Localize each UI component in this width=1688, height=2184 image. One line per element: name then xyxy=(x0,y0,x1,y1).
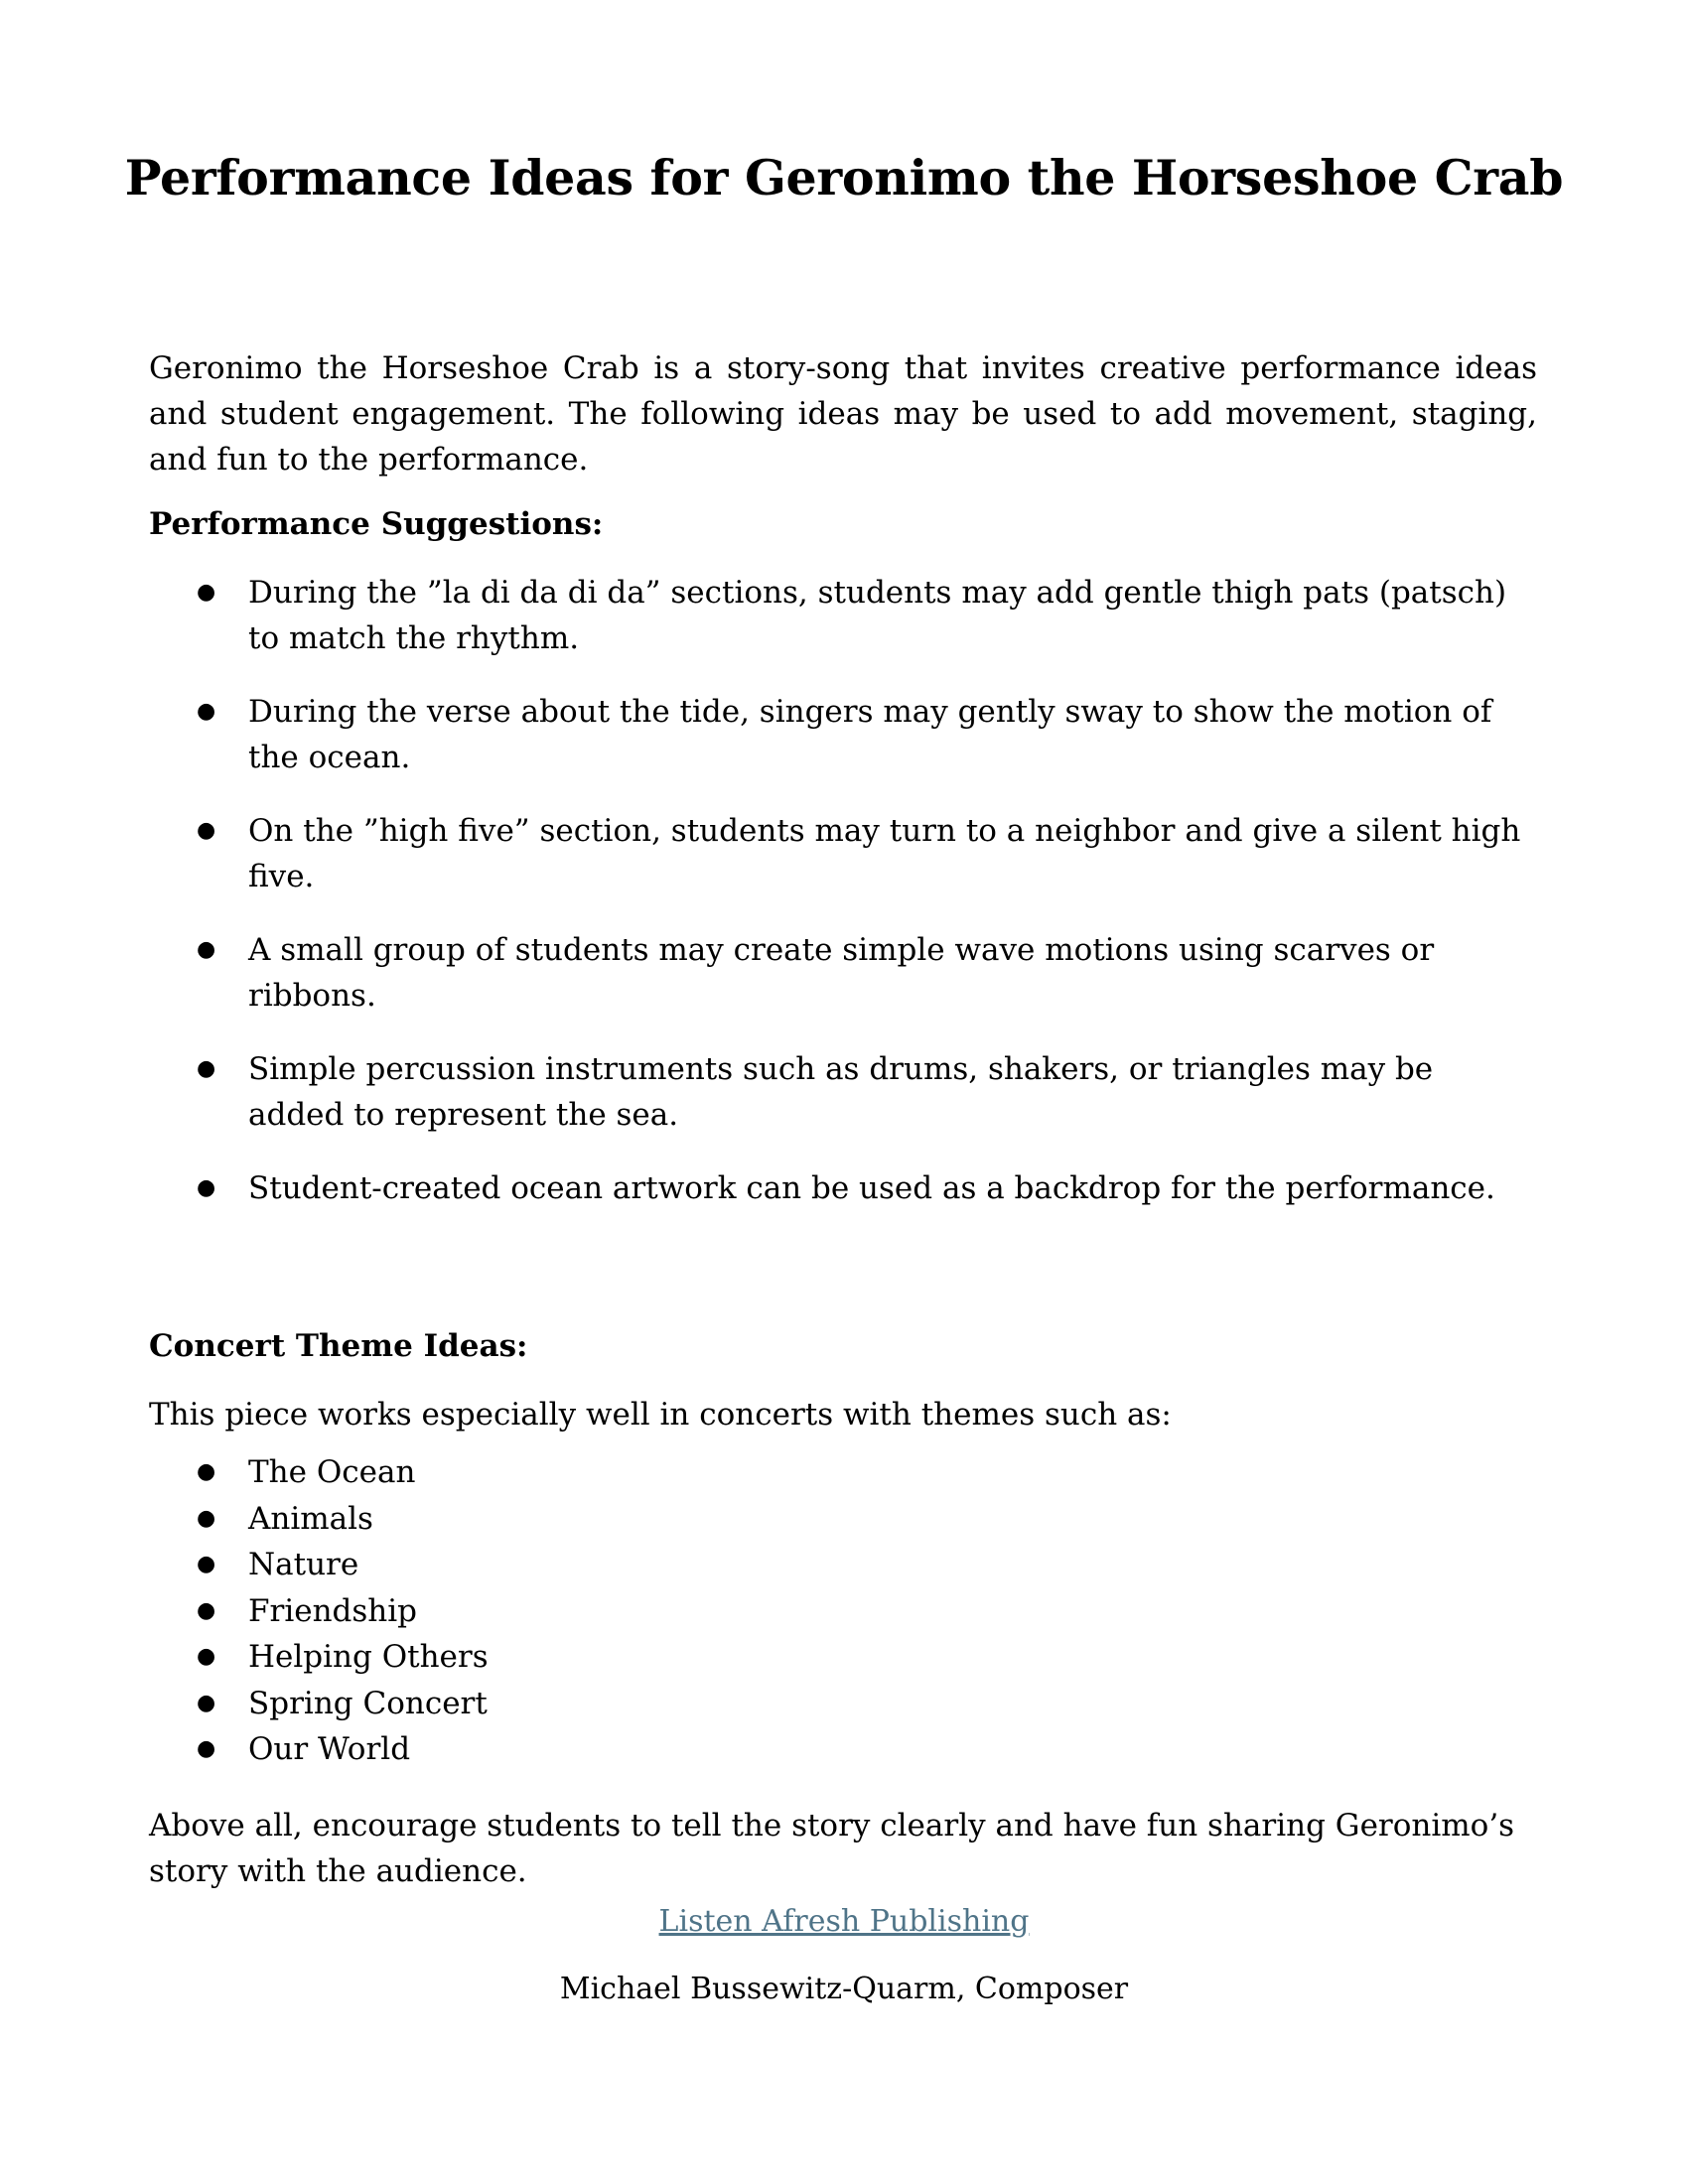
list-item: ● A small group of students may create simple wave motions using scarves or ribbons. xyxy=(149,927,1537,1019)
bullet-icon: ● xyxy=(197,1552,216,1576)
list-item: ● Spring Concert xyxy=(149,1681,1537,1727)
performance-suggestions-heading: Performance Suggestions: xyxy=(149,506,604,542)
list-item: ● On the ”high five” section, students may turn to a neighbor and give a silent high five. xyxy=(149,808,1537,899)
bullet-icon: ● xyxy=(197,1597,216,1623)
bullet-icon: ● xyxy=(197,1175,216,1200)
bullet-icon: ● xyxy=(197,1459,216,1484)
composer-credit: Michael Bussewitz-Quarm, Composer xyxy=(559,1972,1129,2006)
list-item: ● Friendship xyxy=(149,1588,1537,1635)
document-body xyxy=(149,345,1537,1894)
concert-themes-heading: Concert Theme Ideas: xyxy=(149,1328,528,1364)
list-item: ● Helping Others xyxy=(149,1634,1537,1681)
list-item: ● The Ocean xyxy=(149,1449,1537,1496)
list-item: ● Animals xyxy=(149,1496,1537,1543)
list-item: ● Nature xyxy=(149,1542,1537,1588)
intro-paragraph: Geronimo the Horseshoe Crab is a story-song that invites creative performance ideas and student engagement. The following ideas may be used to add movement, staging, and fun to the performance. xyxy=(149,350,1537,478)
list-item: ● Simple percussion instruments such as drums, shakers, or triangles may be added to represent the sea. xyxy=(149,1046,1537,1138)
closing-paragraph: Above all, encourage students to tell the story clearly and have fun sharing Geronimo’s story with the audience. xyxy=(149,1807,1515,1889)
bullet-icon: ● xyxy=(197,1690,216,1715)
list-item: ● During the ”la di da di da” sections, students may add gentle thigh pats (patsch) to match the rhythm. xyxy=(149,570,1537,661)
list-item: ● Student-created ocean artwork can be used as a backdrop for the performance. xyxy=(149,1165,1537,1211)
bullet-icon: ● xyxy=(197,937,216,962)
bullet-icon: ● xyxy=(197,580,216,605)
concert-themes-list xyxy=(149,1449,1537,1773)
bullet-icon: ● xyxy=(197,1644,216,1669)
bullet-icon: ● xyxy=(197,1736,216,1761)
page-title: Performance Ideas for Geronimo the Horseshoe Crab xyxy=(124,149,1564,206)
bullet-icon: ● xyxy=(197,699,216,724)
bullet-icon: ● xyxy=(197,1056,216,1081)
bullet-icon: ● xyxy=(197,818,216,843)
list-item: ● Our World xyxy=(149,1726,1537,1773)
concert-themes-lead: This piece works especially well in concerts with themes such as: xyxy=(149,1397,1172,1433)
publisher-link[interactable]: Listen Afresh Publishing xyxy=(658,1904,1030,1939)
bullet-icon: ● xyxy=(197,1505,216,1531)
list-item: ● During the verse about the tide, singers may gently sway to show the motion of the ocean. xyxy=(149,689,1537,780)
performance-suggestions-list xyxy=(149,570,1537,1211)
